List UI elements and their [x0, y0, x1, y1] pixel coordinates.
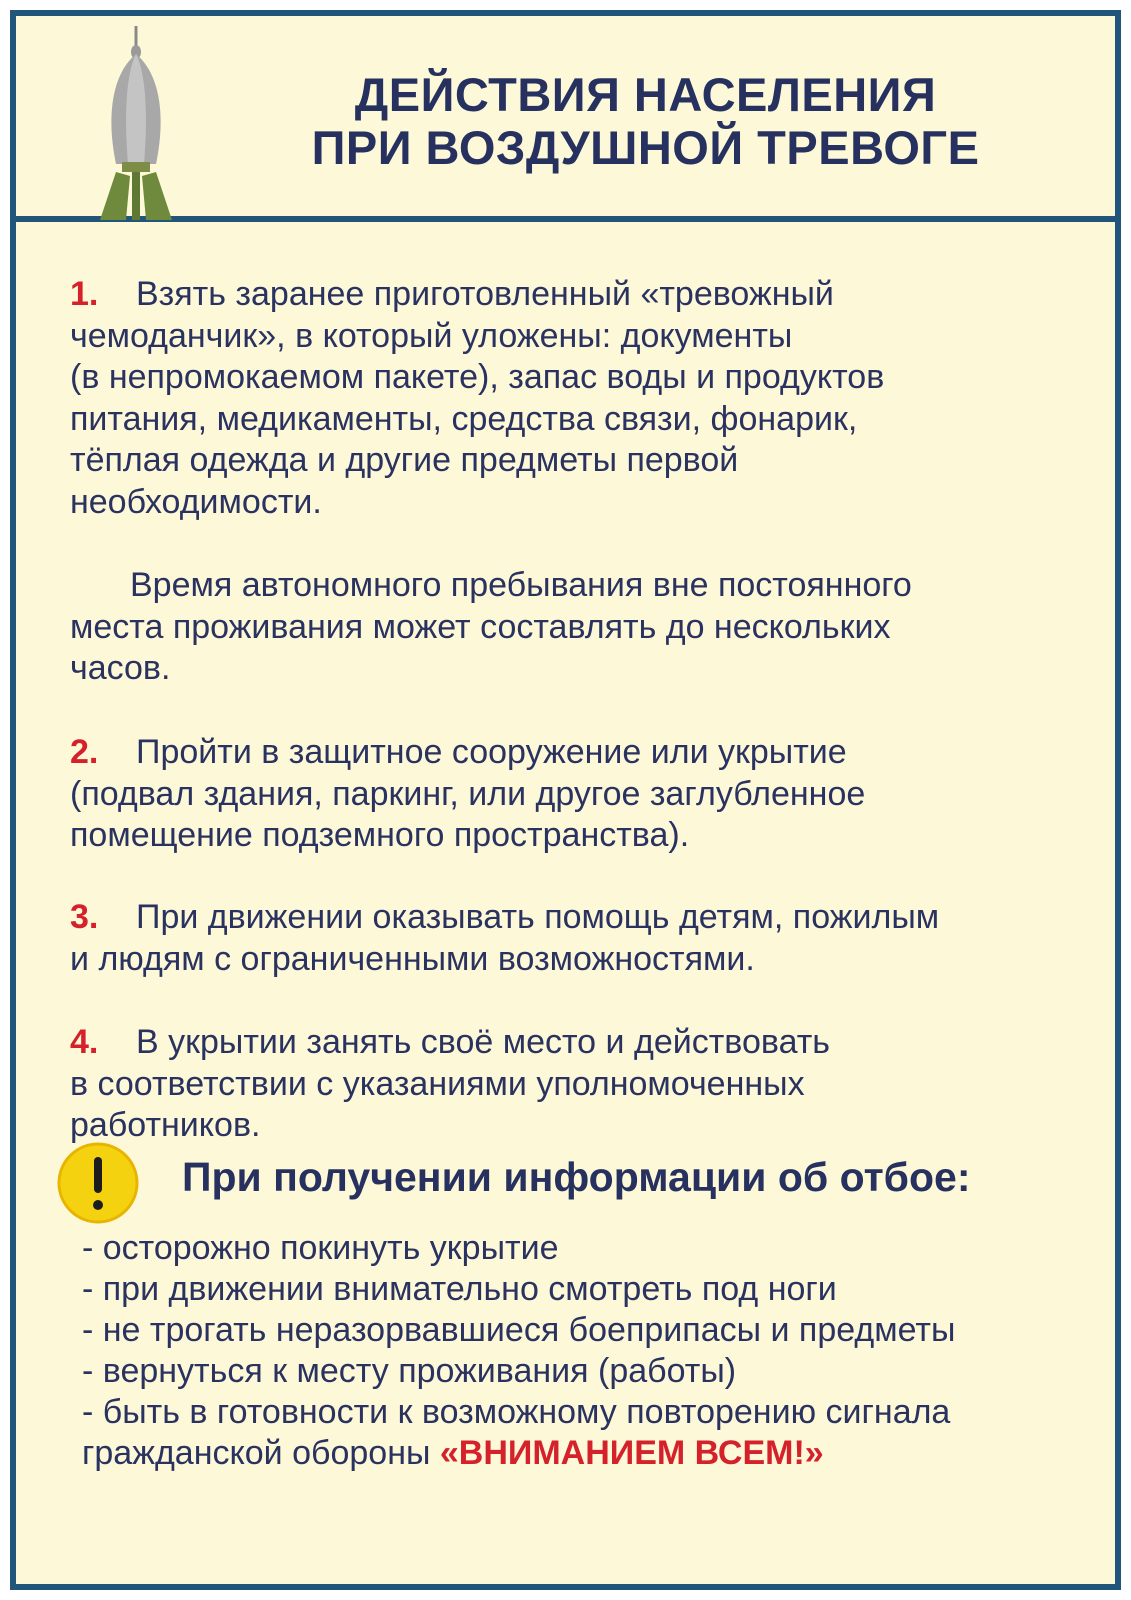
- note-line: места проживания может составлять до нескольких: [70, 607, 891, 646]
- note-line: часов.: [70, 649, 171, 687]
- title-line-2: ПРИ ВОЗДУШНОЙ ТРЕВОГЕ: [311, 121, 980, 174]
- step-line: При движении оказывать помощь детям, пожилым: [136, 898, 940, 936]
- bomb-icon: [98, 24, 174, 220]
- final-line-prefix: гражданской обороны: [82, 1434, 440, 1472]
- step-line: тёплая одежда и другие предметы первой: [70, 441, 739, 479]
- step-2: [70, 732, 1080, 857]
- step-line: питания, медикаменты, средства связи, фонарик,: [70, 399, 858, 438]
- all-clear-list: [82, 1228, 1102, 1474]
- list-item: - осторожно покинуть укрытие: [82, 1229, 559, 1267]
- step-line: Пройти в защитное сооружение или укрытие: [136, 733, 847, 771]
- step-number: 1.: [70, 275, 99, 313]
- step-line: работников.: [70, 1106, 261, 1144]
- warning-icon: [56, 1141, 140, 1225]
- list-item: - при движении внимательно смотреть под ноги: [82, 1270, 837, 1308]
- note-line: Время автономного пребывания вне постоянного: [130, 566, 912, 604]
- list-item: - быть в готовности к возможному повторению сигнала: [82, 1393, 951, 1431]
- step-4: [70, 1022, 1080, 1147]
- step-number: 2.: [70, 733, 99, 771]
- title-line-1: ДЕЙСТВИЯ НАСЕЛЕНИЯ: [354, 68, 937, 121]
- step-number: 4.: [70, 1023, 99, 1061]
- all-clear-header: [56, 1141, 1096, 1221]
- step-line: Взять заранее приготовленный «тревожный: [136, 275, 834, 313]
- step-line: в соответствии с указаниями уполномоченных: [70, 1064, 805, 1103]
- step-line: В укрытии занять своё место и действовать: [136, 1023, 831, 1061]
- page-title: [206, 68, 1085, 174]
- step-line: (подвал здания, паркинг, или другое заглубленное: [70, 774, 866, 813]
- time-note: [70, 565, 1080, 690]
- step-3: [70, 897, 1080, 980]
- poster: [10, 10, 1121, 1590]
- all-clear-title: При получении информации об отбое:: [182, 1154, 971, 1200]
- step-1: [70, 274, 1080, 523]
- step-line: и людям с ограниченными возможностями.: [70, 939, 755, 978]
- step-number: 3.: [70, 898, 99, 936]
- step-line: необходимости.: [70, 482, 322, 521]
- step-line: чемоданчик», в который уложены: документы: [70, 316, 793, 355]
- step-line: (в непромокаемом пакете), запас воды и продуктов: [70, 358, 885, 396]
- list-item: - вернуться к месту проживания (работы): [82, 1352, 737, 1390]
- list-item-final: [82, 1433, 1102, 1474]
- step-line: помещение подземного пространства).: [70, 816, 690, 854]
- signal-phrase: «ВНИМАНИЕМ ВСЕМ!»: [439, 1434, 824, 1472]
- header: [16, 16, 1115, 222]
- list-item: - не трогать неразорвавшиеся боеприпасы и предметы: [82, 1311, 956, 1349]
